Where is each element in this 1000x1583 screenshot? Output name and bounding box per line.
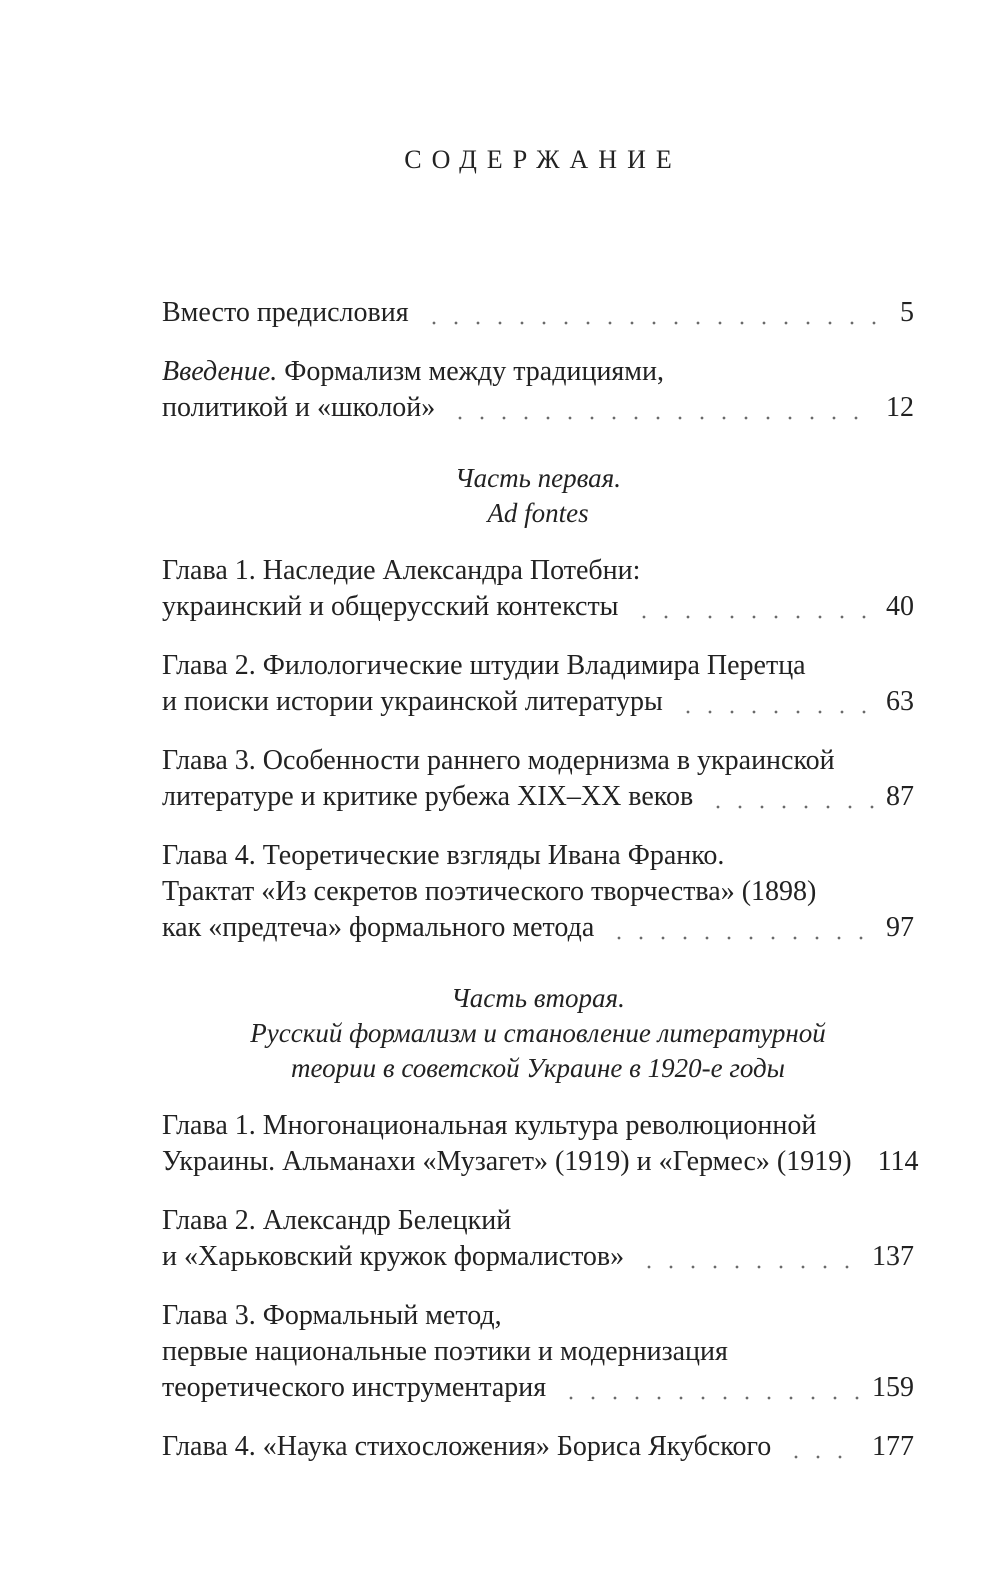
toc-entry-text: литературе и критике рубежа XIX–XX веков [162,781,694,812]
page-number: 12 [886,392,914,423]
page-number: 40 [886,591,914,622]
toc-entry-line: Глава 4. Теоретические взгляды Ивана Франко. [162,840,725,871]
toc-entry-preface [162,295,914,331]
page-number: 177 [872,1431,914,1462]
dot-leader [707,779,874,815]
toc-entry-text: украинский и общерусский контексты [162,591,619,622]
toc-entry-line [162,1429,914,1465]
toc-entry-chapter [162,838,914,946]
page-number: 63 [886,686,914,717]
toc-entry-text: и «Харьковский кружок формалистов» [162,1241,625,1272]
dot-leader [785,1429,860,1465]
toc-entry-line [162,589,914,625]
toc-entry-line: Глава 3. Особенности раннего модернизма в украинской [162,745,835,776]
toc-entry-lead: Введение. [162,356,278,387]
toc-entry-line: Глава 2. Филологические штудии Владимира Перетца [162,650,806,681]
dot-leader [638,1239,860,1275]
dot-leader [677,684,874,720]
page-number: 114 [877,1146,919,1177]
toc-entry-text: теоретического инструментария [162,1372,547,1403]
part-heading [162,461,914,531]
toc-entry-line [162,1144,919,1180]
toc-entry-chapter [162,648,914,720]
toc-entry-text: Глава 4. «Наука стихосложения» Бориса Якубского [162,1431,772,1462]
toc-entry-chapter [162,553,914,625]
toc-entry-text: Украины. Альманахи «Музагет» (1919) и «Гермес» (1919) [162,1146,852,1177]
toc-list [162,295,919,1465]
part-label: Часть вторая. [451,983,625,1013]
toc-entry-line [162,910,914,946]
toc-title: СОДЕРЖАНИЕ [404,145,682,174]
toc-entry-line: Глава 3. Формальный метод, [162,1300,502,1331]
toc-entry-text: Вместо предисловия [162,297,409,328]
dot-leader [560,1370,860,1406]
page-number: 97 [886,912,914,943]
part-title-line: Русский формализм и становление литературной [250,1018,826,1048]
toc-entry-chapter [162,743,914,815]
toc-entry-line: Трактат «Из секретов поэтического творчества» (1898) [162,876,817,907]
dot-leader [449,390,874,426]
part-heading [162,981,914,1086]
toc-entry-line [162,1370,914,1406]
page-number: 137 [872,1241,914,1272]
toc-entry-line [162,354,914,390]
dot-leader [608,910,874,946]
toc-entry-chapter [162,1203,914,1275]
toc-entry-line [162,390,914,426]
toc-entry-text: и поиски истории украинской литературы [162,686,663,717]
toc-entry-text: как «предтеча» формального метода [162,912,595,943]
toc-entry-line [162,1239,914,1275]
toc-entry-line: Глава 2. Александр Белецкий [162,1205,512,1236]
toc-entry-line: Глава 1. Наследие Александра Потебни: [162,555,641,586]
toc-entry-introduction [162,354,914,426]
part-label: Часть первая. [455,463,621,493]
dot-leader [423,295,888,331]
toc-entry-chapter [162,1108,919,1180]
toc-entry-line [162,779,914,815]
toc-entry-chapter [162,1298,914,1406]
toc-entry-chapter [162,1429,914,1465]
page-number: 5 [900,297,914,328]
part-title-line: теории в советской Украине в 1920-е годы [291,1053,785,1083]
part-title-line: Ad fontes [487,498,589,528]
page-number: 87 [886,781,914,812]
page-number: 159 [872,1372,914,1403]
dot-leader [633,589,875,625]
toc-entry-text: Формализм между традициями, [284,356,665,387]
toc-entry-text: политикой и «школой» [162,392,436,423]
toc-entry-line [162,684,914,720]
toc-entry-line: Глава 1. Многонациональная культура революционной [162,1110,817,1141]
toc-entry-line: первые национальные поэтики и модернизация [162,1336,728,1367]
toc-entry-line [162,295,914,331]
